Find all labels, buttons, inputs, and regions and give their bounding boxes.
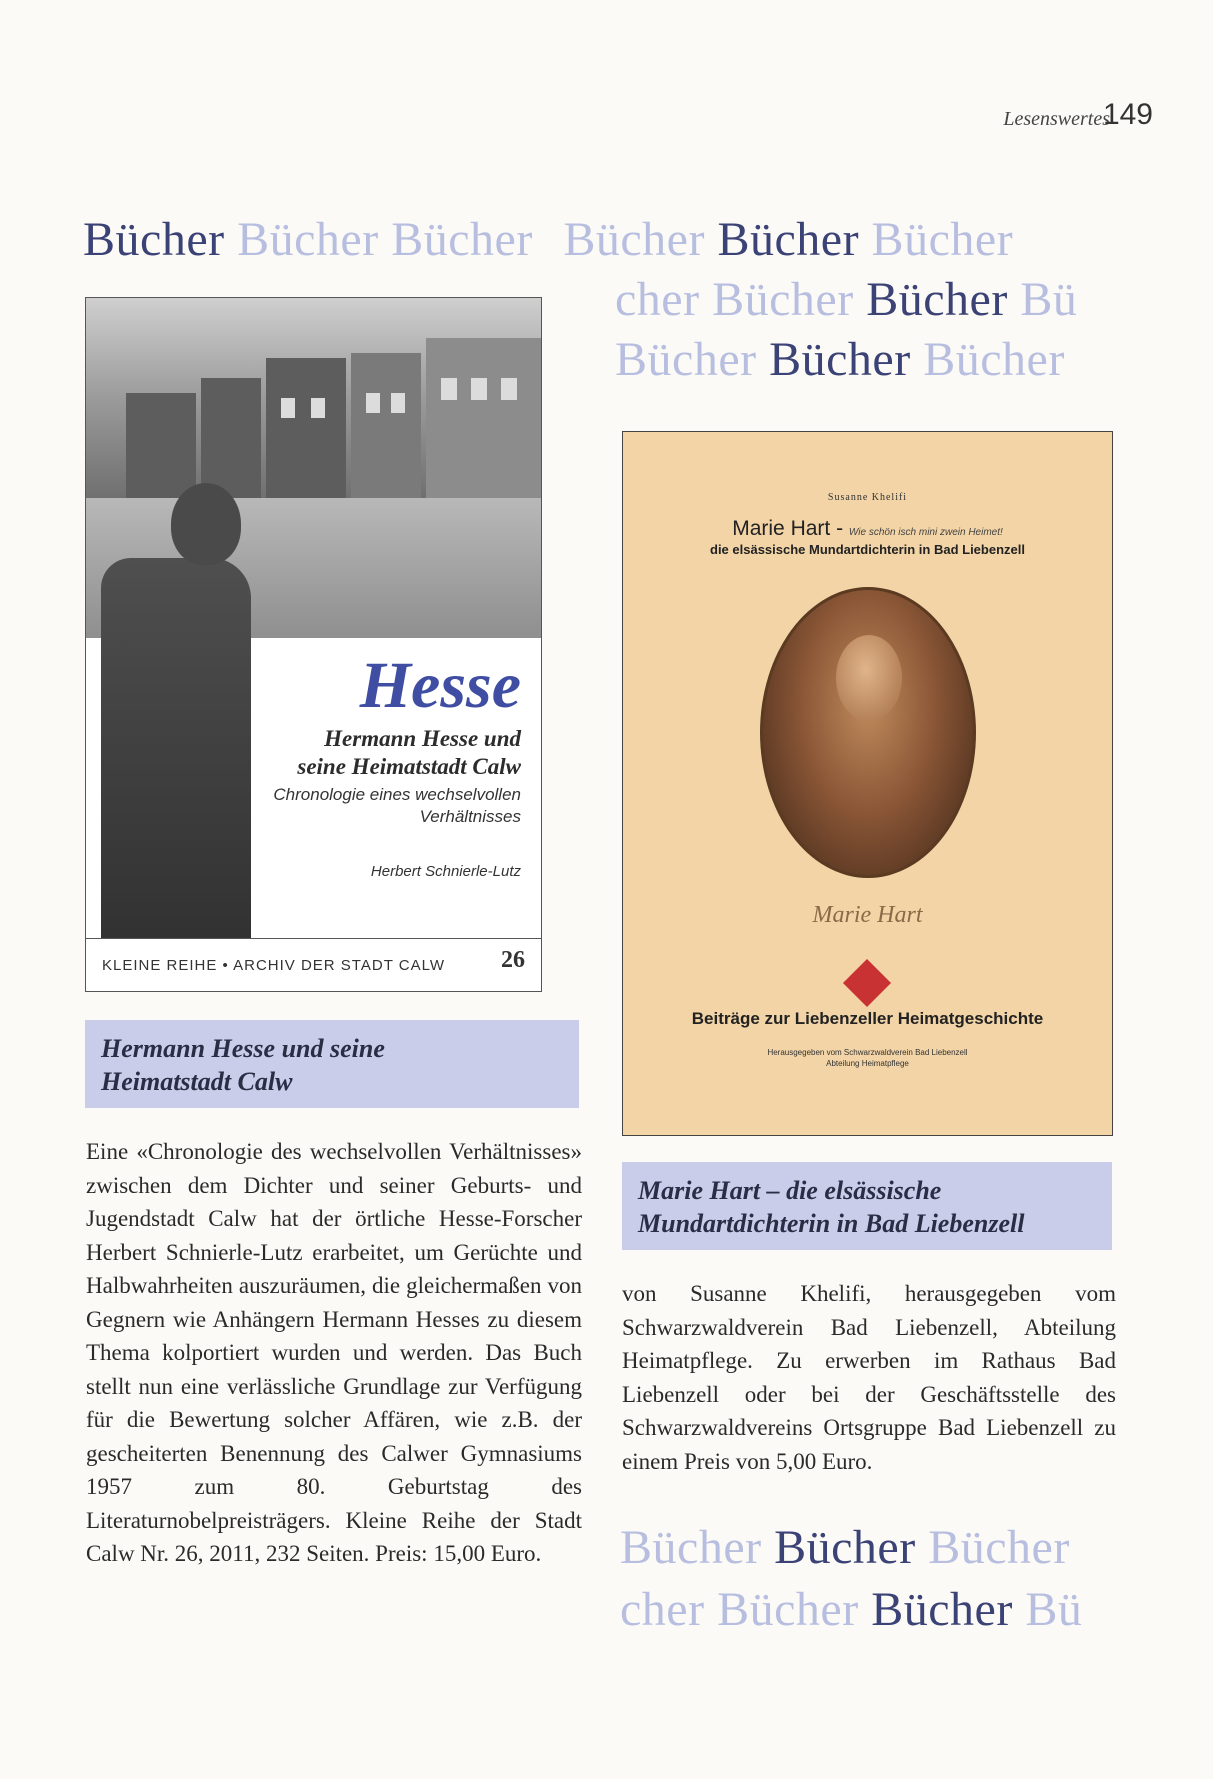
book1-description: Eine «Chronologie des wechselvollen Verhältnisses» zwischen dem Dichter und seiner Geburts- und Jugendstadt Calw hat der örtliche Hesse-Forscher Herbert Schnierle-Lutz erarbeitet, um Gerüchte und Halbwahrheiten auszuräumen, die gleichermaßen von Gegnern wie Anhängern Hermann Hesses zu diesem Thema kolportiert wurden und werden. Das Buch stellt nun eine verlässliche Grundlage zur Verfügung für die Bewertung solcher Affären, wie z.B. der gescheiterten Benennung des Calwer Gymnasiums 1957 zum 80. Geburtstag des Literaturnobelpreisträgers. Kleine Reihe der Stadt Calw Nr. 26, 2011, 232 Seiten. Preis: 15,00 Euro.	[86, 1139, 582, 1566]
publisher-line: Abteilung Heimatpflege	[826, 1059, 909, 1068]
deco-word: Bücher	[717, 1583, 859, 1636]
cover-tagline-line: Verhältnisses	[419, 807, 521, 826]
diamond-ornament	[843, 959, 891, 1007]
cover-title-quote: Wie schön isch mini zwein Heimet!	[848, 527, 1003, 538]
book2-caption	[622, 1162, 1112, 1252]
deco-word: Bücher	[391, 213, 533, 266]
deco-row-top-2	[615, 272, 1077, 327]
deco-word: Bücher	[923, 333, 1065, 386]
deco-word: Bü	[1020, 273, 1078, 326]
publisher-line: Herausgegeben vom Schwarzwaldverein Bad Liebenzell	[767, 1048, 968, 1057]
portrait-face	[836, 635, 902, 721]
deco-row-top-1	[83, 212, 1013, 267]
deco-word: Bücher	[928, 1521, 1070, 1574]
cover-publisher	[623, 1047, 1112, 1069]
cover-tagline	[251, 784, 521, 828]
deco-word: Bücher	[712, 273, 854, 326]
caption-line: Mundartdichterin in Bad Liebenzell	[638, 1209, 1025, 1238]
cover-subtitle-line: seine Heimatstadt Calw	[297, 754, 521, 779]
deco-word: Bücher	[717, 213, 860, 266]
deco-word: Bücher	[83, 213, 225, 266]
hesse-head	[171, 483, 241, 565]
deco-word: Bücher	[620, 1521, 762, 1574]
cover-title: Hesse	[359, 649, 521, 722]
caption-line: Marie Hart – die elsässische	[638, 1176, 942, 1205]
deco-word: cher	[620, 1583, 705, 1636]
cover-series: Beiträge zur Liebenzeller Heimatgeschichte	[691, 1009, 1044, 1028]
signature: Marie Hart	[812, 902, 923, 928]
cover-series-number: 26	[501, 947, 525, 973]
cover-series: KLEINE REIHE • ARCHIV DER STADT CALW	[102, 957, 445, 974]
cover-subtitle-line: Hermann Hesse und	[324, 726, 521, 751]
cover-tagline-line: Chronologie eines wechselvollen	[273, 785, 521, 804]
book1-caption	[85, 1020, 579, 1110]
deco-word: cher	[615, 273, 700, 326]
deco-word: Bücher	[237, 213, 379, 266]
book1-caption-box	[85, 1020, 579, 1108]
deco-word: Bücher	[563, 213, 705, 266]
deco-row-top-3	[615, 332, 1065, 387]
cover-title-text: Marie Hart -	[732, 517, 844, 540]
running-header: Lesenswertes	[1003, 108, 1110, 130]
deco-word: Bücher	[871, 213, 1014, 266]
caption-line: Hermann Hesse und seine	[101, 1034, 385, 1063]
cover-subtitle	[251, 725, 521, 781]
deco-row-bottom-1	[620, 1520, 1070, 1575]
cover-subtitle: die elsässische Mundartdichterin in Bad Liebenzell	[710, 542, 1025, 557]
deco-word: Bücher	[774, 1521, 916, 1574]
deco-word: Bücher	[615, 333, 757, 386]
deco-word: Bücher	[866, 273, 1008, 326]
cover-author: Herbert Schnierle-Lutz	[370, 863, 521, 880]
page-number: 149	[1102, 98, 1153, 131]
hesse-book-cover	[85, 297, 542, 992]
book2-description: von Susanne Khelifi, herausgegeben vom Schwarzwaldverein Bad Liebenzell, Abteilung Heimatpflege. Zu erwerben im Rathaus Bad Liebenzell oder bei der Geschäftsstelle des Schwarzwaldvereins Ortsgruppe Bad Liebenzell zu einem Preis von 5,00 Euro.	[622, 1281, 1116, 1474]
cover-title	[623, 517, 1112, 541]
deco-word: Bü	[1025, 1583, 1083, 1636]
book2-caption-box	[622, 1162, 1112, 1250]
caption-line: Heimatstadt Calw	[101, 1067, 293, 1096]
deco-word: Bücher	[769, 333, 911, 386]
marie-hart-book-cover	[622, 431, 1113, 1136]
cover-author: Susanne Khelifi	[827, 492, 908, 503]
hesse-figure	[101, 558, 251, 988]
marie-hart-portrait	[760, 587, 976, 878]
deco-word: Bücher	[871, 1583, 1013, 1636]
deco-row-bottom-2	[620, 1582, 1082, 1637]
cover-series-bar	[86, 938, 541, 992]
